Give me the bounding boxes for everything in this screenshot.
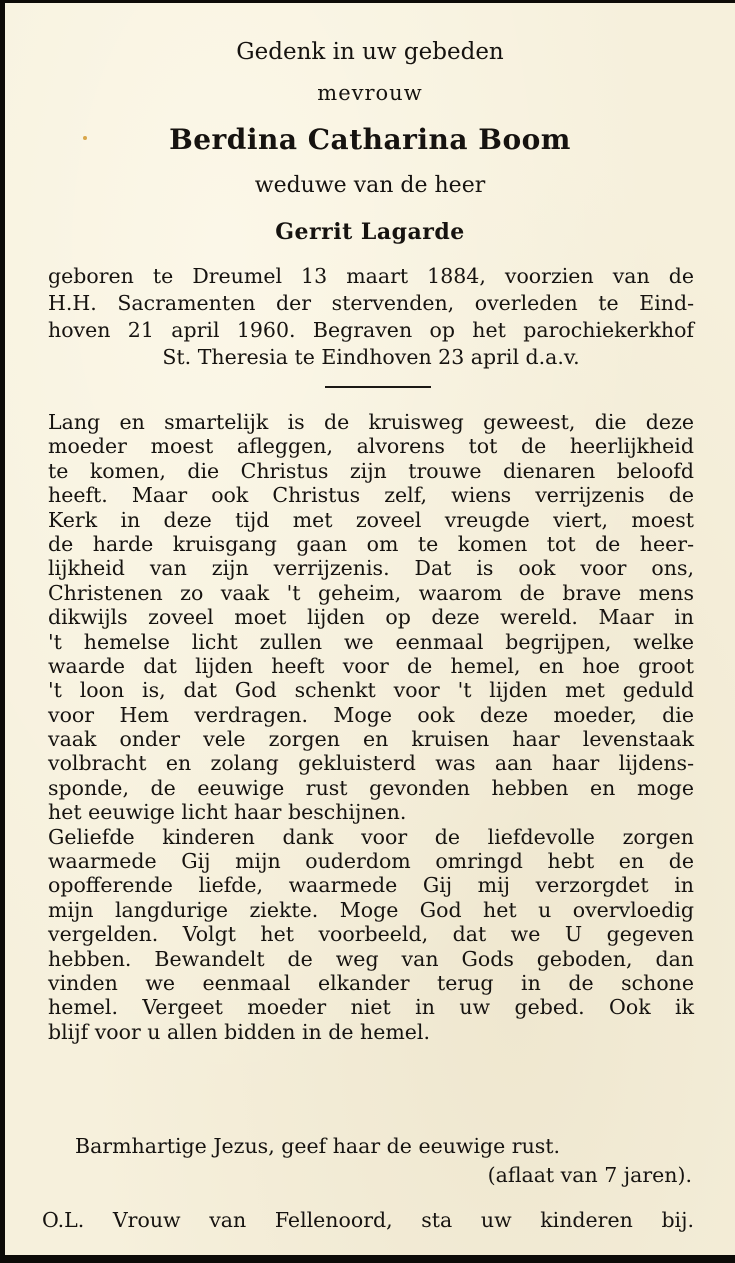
meditation-line: moeder moest afleggen, alvorens tot de heerlijkheid (48, 434, 694, 459)
farewell-line: hebben. Bewandelt de weg van Gods geboden, dan (48, 946, 694, 971)
meditation-line: sponde, de eeuwige rust gevonden hebben en moge (48, 775, 694, 800)
meditation-line: 't hemelse licht zullen we eenmaal begrijpen, welke (48, 629, 694, 654)
meditation-line: 't loon is, dat God schenkt voor 't lijden met geduld (48, 678, 694, 703)
title-prefix: mevrouw (317, 81, 423, 105)
farewell-line: waarmede Gij mijn ouderdom omringd hebt en de (48, 849, 694, 874)
meditation-line: Lang en smartelijk is de kruisweg geweest, die deze (48, 410, 694, 434)
meditation-line: lijkheid van zijn verrijzenis. Dat is ook voor ons, (48, 556, 694, 581)
meditation-line: Kerk in deze tijd met zoveel vreugde viert, moest (48, 507, 694, 532)
farewell-line: blijf voor u allen bidden in de hemel. (48, 1019, 430, 1044)
widow-of-text: weduwe van de heer (254, 173, 486, 198)
invocation-text: O.L. Vrouw van Fellenoord, sta uw kinderen bij. (42, 1208, 694, 1232)
deceased-name: Berdina Catharina Boom (169, 123, 571, 156)
meditation-line: het eeuwige licht haar beschijnen. (48, 800, 407, 825)
meditation-line: Christenen zo vaak 't geheim, waarom de brave mens (48, 580, 694, 605)
meditation-line: voor Hem verdragen. Moge ook deze moeder, die (48, 702, 694, 727)
meditation-line: vaak onder vele zorgen en kruisen haar levenstaak (48, 727, 694, 752)
biography-line: St. Theresia te Eindhoven 23 april d.a.v. (162, 345, 580, 369)
farewell-line: opofferende liefde, waarmede Gij mij verzorgdet in (48, 873, 694, 898)
indulgence-text: (aflaat van 7 jaren). (487, 1163, 692, 1187)
farewell-line: Geliefde kinderen dank voor de liefdevolle zorgen (48, 824, 694, 849)
meditation-line: te komen, die Christus zijn trouwe dienaren beloofd (48, 458, 694, 483)
biography-line: H.H. Sacramenten der stervenden, overleden te Eind- (48, 291, 694, 315)
farewell-line: hemel. Vergeet moeder niet in uw gebed. Ook ik (48, 995, 694, 1020)
divider (325, 386, 431, 388)
farewell-line: vergelden. Volgt het voorbeeld, dat we U gegeven (48, 922, 694, 947)
meditation-line: heeft. Maar ook Christus zelf, wiens verrijzenis de (48, 483, 694, 508)
meditation-line: volbracht en zolang gekluisterd was aan haar lijdens- (48, 751, 694, 776)
body-text (48, 410, 694, 1044)
farewell-line: vinden we eenmaal elkander terug in de schone (48, 970, 694, 995)
biography-line: hoven 21 april 1960. Begraven op het parochiekerkhof (48, 318, 694, 342)
meditation-line: waarde dat lijden heeft voor de hemel, en hoe groot (48, 653, 694, 678)
intro-text: Gedenk in uw gebeden (236, 39, 504, 65)
husband-name: Gerrit Lagarde (275, 219, 465, 245)
farewell-line: mijn langdurige ziekte. Moge God het u overvloedig (48, 897, 694, 922)
meditation-line: dikwijls zoveel moet lijden op deze wereld. Maar in (48, 605, 694, 630)
biography-line: geboren te Dreumel 13 maart 1884, voorzien van de (48, 264, 694, 288)
meditation-line: de harde kruisgang gaan om te komen tot de heer- (48, 531, 694, 556)
biography (48, 263, 694, 371)
memorial-card (5, 3, 735, 1255)
prayer-text: Barmhartige Jezus, geef haar de eeuwige rust. (75, 1134, 561, 1158)
